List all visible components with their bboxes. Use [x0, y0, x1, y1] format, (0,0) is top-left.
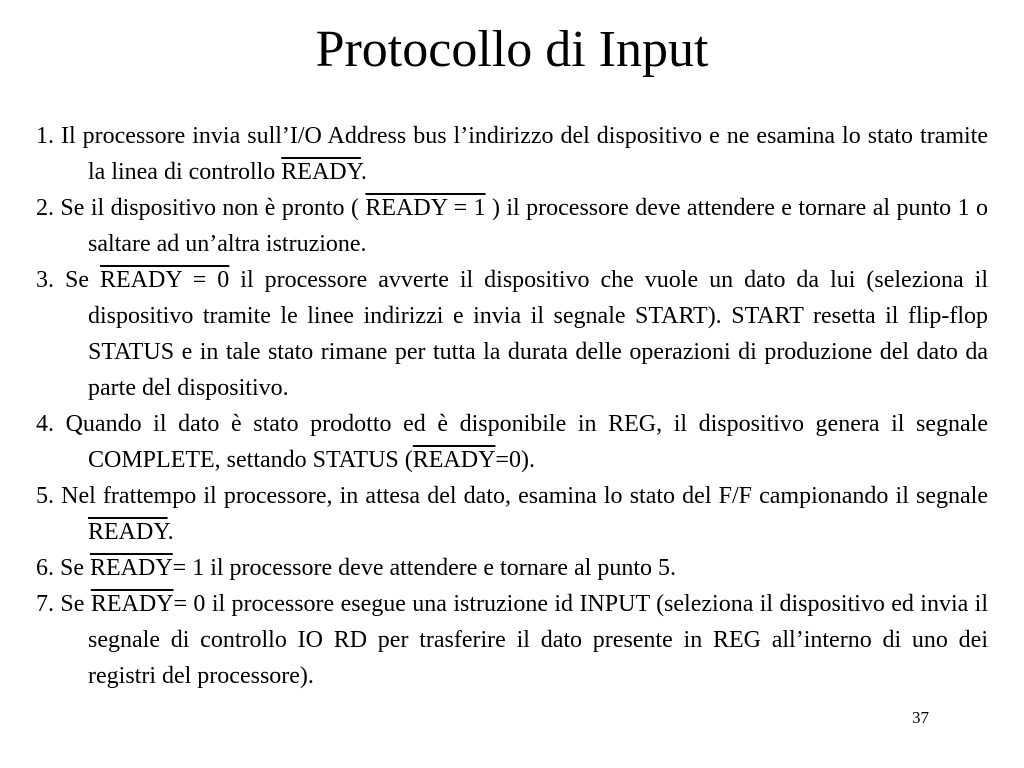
- step-text: 7. Se: [36, 591, 91, 617]
- ready-signal-overlined: READY: [281, 159, 361, 185]
- ready-signal-overlined: READY: [90, 555, 173, 581]
- protocol-step-7: [36, 586, 988, 694]
- protocol-step-3: [36, 262, 988, 406]
- ready-signal-overlined: READY = 1: [365, 195, 486, 221]
- protocol-step-2: [36, 190, 988, 262]
- step-text: = 0 il processore esegue una istruzione id INPUT (seleziona il dispositivo ed invia il segnale di controllo IO RD per trasferire il dato presente in REG all’interno di uno dei registri del processore).: [88, 591, 989, 689]
- step-text: 2. Se il dispositivo non è pronto (: [36, 195, 366, 221]
- step-text: 3. Se: [36, 267, 100, 293]
- page-number: 37: [912, 708, 929, 727]
- ready-signal-overlined: READY = 0: [100, 267, 230, 293]
- protocol-step-1: [36, 118, 988, 190]
- protocol-step-6: [36, 550, 988, 586]
- ready-signal-overlined: READY: [90, 591, 174, 617]
- step-text: 4. Quando il dato è stato prodotto ed è disponibile in REG, il dispositivo genera il segnale COMPLETE, settando STATUS (: [36, 411, 988, 473]
- step-text: .: [167, 519, 174, 545]
- step-text: 5. Nel frattempo il processore, in attesa del dato, esamina lo stato del F/F campionando il segnale: [36, 483, 988, 509]
- slide-title: Protocollo di Input: [315, 21, 709, 78]
- step-text: ) il processore deve attendere e tornare al punto 1 o saltare ad un’altra istruzione.: [88, 195, 988, 257]
- step-text: =0).: [495, 447, 535, 473]
- step-text: il processore avverte il dispositivo che vuole un dato da lui (seleziona il dispositivo tramite le linee indirizzi e invia il segnale START). START resetta il flip-flop STATUS e in tale stato rimane per tutta la durata delle operazioni di produzione del dato da parte del dispositivo.: [88, 267, 989, 401]
- step-text: = 1 il processore deve attendere e tornare al punto 5.: [172, 555, 677, 581]
- step-text: 6. Se: [36, 555, 90, 581]
- protocol-step-5: [36, 478, 988, 550]
- step-text: .: [360, 159, 367, 185]
- step-text: 1. Il processore invia sull’I/O Address bus l’indirizzo del dispositivo e ne esamina lo stato tramite la linea di controllo: [36, 123, 988, 185]
- protocol-steps-list: [36, 118, 988, 694]
- ready-signal-overlined: READY: [88, 519, 168, 545]
- protocol-step-4: [36, 406, 988, 478]
- ready-signal-overlined: READY: [412, 447, 496, 473]
